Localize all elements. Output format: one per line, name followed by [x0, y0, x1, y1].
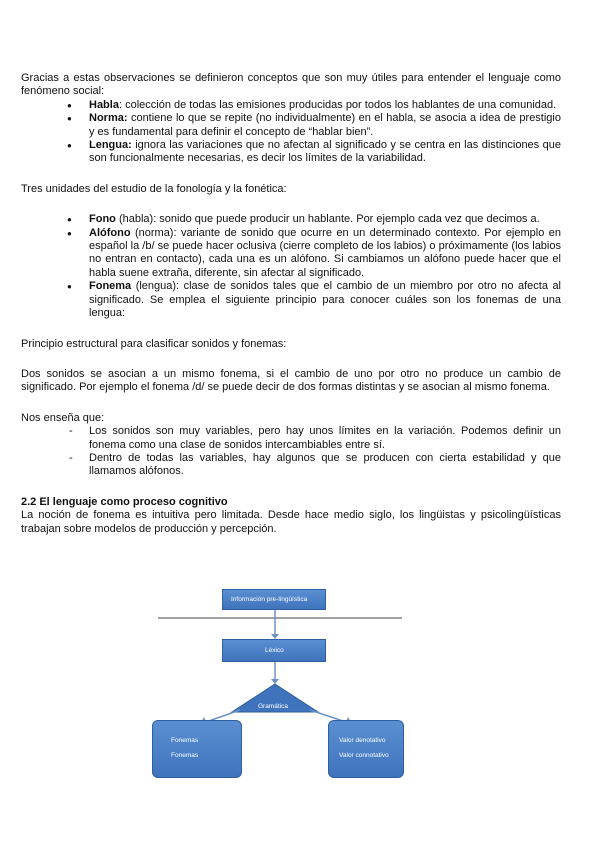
list-item: ● Fono (habla): sonido que puede producir un hablante. Por ejemplo cada vez que decimos a. [67, 213, 561, 226]
list-item: - Dentro de todas las variables, hay algunos que se producen con cierta estabilidad y que llamamos alófonos. [67, 452, 561, 479]
box-phonemes: Fonemas Fonemas [152, 720, 242, 778]
list-item: ● Habla: colección de todas las emisiones producidas por todos los hablantes de una comunidad. [67, 99, 561, 112]
principle-title: Principio estructural para clasificar sonidos y fonemas: [21, 337, 287, 350]
document-body [21, 72, 561, 536]
concepts-list [21, 99, 561, 166]
principle-text: Dos sonidos se asocian a un mismo fonema, si el cambio de uno por otro no produce un cambio de significado. Por ejemplo el fonema /d/ se puede decir de dos formas distintas y se asocian al mismo fonema. [21, 367, 561, 394]
list-item: ● Lengua: ignora las variaciones que no afectan al significado y se centra en las distinciones que son funcionalmente necesarias, es decir los límites de la variabilidad. [67, 139, 561, 166]
teaches-intro: Nos enseña que: [21, 411, 105, 424]
list-item: ● Alófono (norma): variante de sonido que ocurre en un determinado contexto. Por ejemplo en español la /b/ se puede hacer oclusiva (cierre completo de los labios) o próximamente (los labios no entran en contacto), cada una es un alófono. Si cambiamos un alófono puede hacer que el habla suene extraña, diferente, sin afectar al significado. [67, 227, 561, 281]
units-intro: Tres unidades del estudio de la fonología y la fonética: [21, 182, 287, 195]
box-pre-linguistic: Información pre-lingüística [222, 589, 326, 610]
teaches-list [21, 425, 561, 479]
cognitive-process-diagram [140, 582, 420, 782]
grammar-label: Gramática [258, 703, 288, 710]
units-list [21, 213, 561, 320]
section-heading: 2.2 El lenguaje como proceso cognitivo [21, 495, 228, 508]
arrowhead [271, 679, 279, 684]
list-item: ● Norma: contiene lo que se repite (no individualmente) en el habla, se asocia a idea de prestigio y es fundamental para definir el concepto de “hablar bien”. [67, 112, 561, 139]
list-item: ● Fonema (lengua): clase de sonidos tales que el cambio de un miembro por otro no afecta al significado. Se emplea el siguiente principio para conocer cuáles son los fonemas de una lengua: [67, 280, 561, 320]
intro-paragraph: Gracias a estas observaciones se definieron conceptos que son muy útiles para entender el lenguaje como fenómeno social: [21, 72, 561, 98]
list-item: - Los sonidos son muy variables, pero hay unos límites en la variación. Podemos definir un fonema como una clase de sonidos intercambiables entre sí. [67, 425, 561, 452]
box-lexicon: Léxico [222, 639, 326, 662]
section-paragraph: La noción de fonema es intuitiva pero limitada. Desde hace medio siglo, los lingüistas y psicolingüísticas trabajan sobre modelos de producción y percepción. [21, 509, 561, 535]
box-values: Valor denotativo Valor connotativo [328, 720, 404, 778]
